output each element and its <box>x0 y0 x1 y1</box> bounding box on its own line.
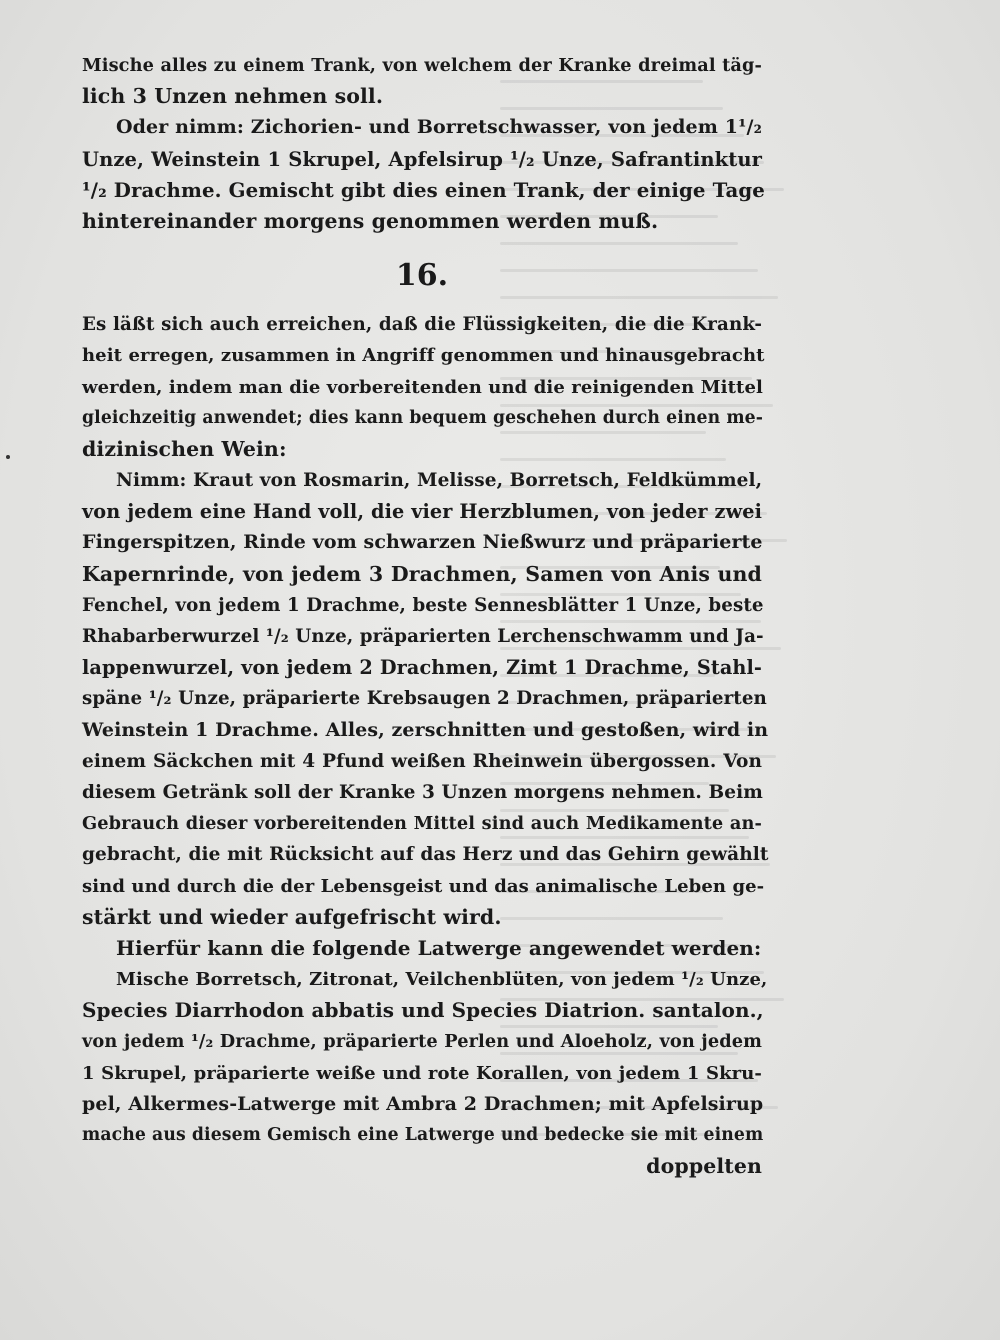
text-line: stärkt und wieder aufgefrischt wird. <box>82 904 502 929</box>
text-line: von jedem eine Hand voll, die vier Herzblumen, von jeder zwei <box>82 500 762 524</box>
text-line: 1 Skrupel, präparierte weiße und rote Korallen, von jedem 1 Skru- <box>82 1062 762 1084</box>
text-line: ¹/₂ Drachme. Gemischt gibt dies einen Trank, der einige Tage <box>82 177 765 202</box>
text-line: Hierfür kann die folgende Latwerge angewendet werden: <box>116 935 762 960</box>
text-line: Fenchel, von jedem 1 Drachme, beste Sennesblätter 1 Unze, beste <box>82 594 764 616</box>
text-line: pel, Alkermes-Latwerge mit Ambra 2 Drachmen; mit Apfelsirup <box>82 1092 764 1115</box>
page-text <box>82 50 769 1182</box>
text-line: werden, indem man die vorbereitenden und die reinigenden Mittel <box>82 376 763 398</box>
text-line: Fingerspitzen, Rinde vom schwarzen Nießwurz und präparierte <box>82 531 763 554</box>
paragraphs-after-heading <box>82 309 769 1151</box>
text-line: Rhabarberwurzel ¹/₂ Unze, präparierten Lerchenschwamm und Ja- <box>82 626 764 647</box>
text-line: Gebrauch dieser vorbereitenden Mittel sind auch Medikamente an- <box>82 813 762 835</box>
text-line: einem Säckchen mit 4 Pfund weißen Rheinwein übergossen. Von <box>82 750 762 772</box>
text-line: mache aus diesem Gemisch eine Latwerge und bedecke sie mit einem <box>82 1125 764 1145</box>
text-line: Mische Borretsch, Zitronat, Veilchenblüten, von jedem ¹/₂ Unze, <box>116 969 768 991</box>
text-line: späne ¹/₂ Unze, präparierte Krebsaugen 2 Drachmen, präparierten <box>82 688 767 710</box>
text-line: lappenwurzel, von jedem 2 Drachmen, Zimt 1 Drachme, Stahl- <box>82 656 762 680</box>
text-line: Species Diarrhodon abbatis und Species Diatrion. santalon., <box>82 998 764 1023</box>
text-line: Oder nimm: Zichorien- und Borretschwasser, von jedem 1¹/₂ <box>116 116 762 139</box>
text-line: gleichzeitig anwendet; dies kann bequem geschehen durch einen me- <box>82 407 764 428</box>
text-line: von jedem ¹/₂ Drachme, präparierte Perlen und Aloeholz, von jedem <box>82 1031 762 1053</box>
margin-speck <box>6 455 10 459</box>
text-line: diesem Getränk soll der Kranke 3 Unzen morgens nehmen. Beim <box>82 781 763 803</box>
text-line: sind und durch die der Lebensgeist und das animalische Leben ge- <box>82 875 765 897</box>
paragraphs-before-heading <box>82 50 765 237</box>
text-line: Unze, Weinstein 1 Skrupel, Apfelsirup ¹/₂ Unze, Safrantinktur <box>82 147 762 171</box>
text-line: heit erregen, zusammen in Angriff genommen und hinausgebracht <box>82 345 765 367</box>
text-line: lich 3 Unzen nehmen soll. <box>82 84 384 109</box>
text-line: hintereinander morgens genommen werden muß. <box>82 208 659 233</box>
text-line: gebracht, die mit Rücksicht auf das Herz und das Gehirn gewählt <box>82 844 769 866</box>
section-number-heading: 16. <box>395 258 449 294</box>
text-line: Nimm: Kraut von Rosmarin, Melisse, Borretsch, Feldkümmel, <box>116 470 763 492</box>
text-line: Kapernrinde, von jedem 3 Drachmen, Samen von Anis und <box>82 561 762 586</box>
text-line: Es läßt sich auch erreichen, daß die Flüssigkeiten, die die Krank- <box>82 314 762 336</box>
text-line: Mische alles zu einem Trank, von welchem der Kranke dreimal täg- <box>82 55 762 76</box>
text-line: dizinischen Wein: <box>82 436 287 461</box>
text-line: Weinstein 1 Drachme. Alles, zerschnitten und gestoßen, wird in <box>82 718 769 741</box>
catchword: doppelten <box>646 1154 762 1179</box>
